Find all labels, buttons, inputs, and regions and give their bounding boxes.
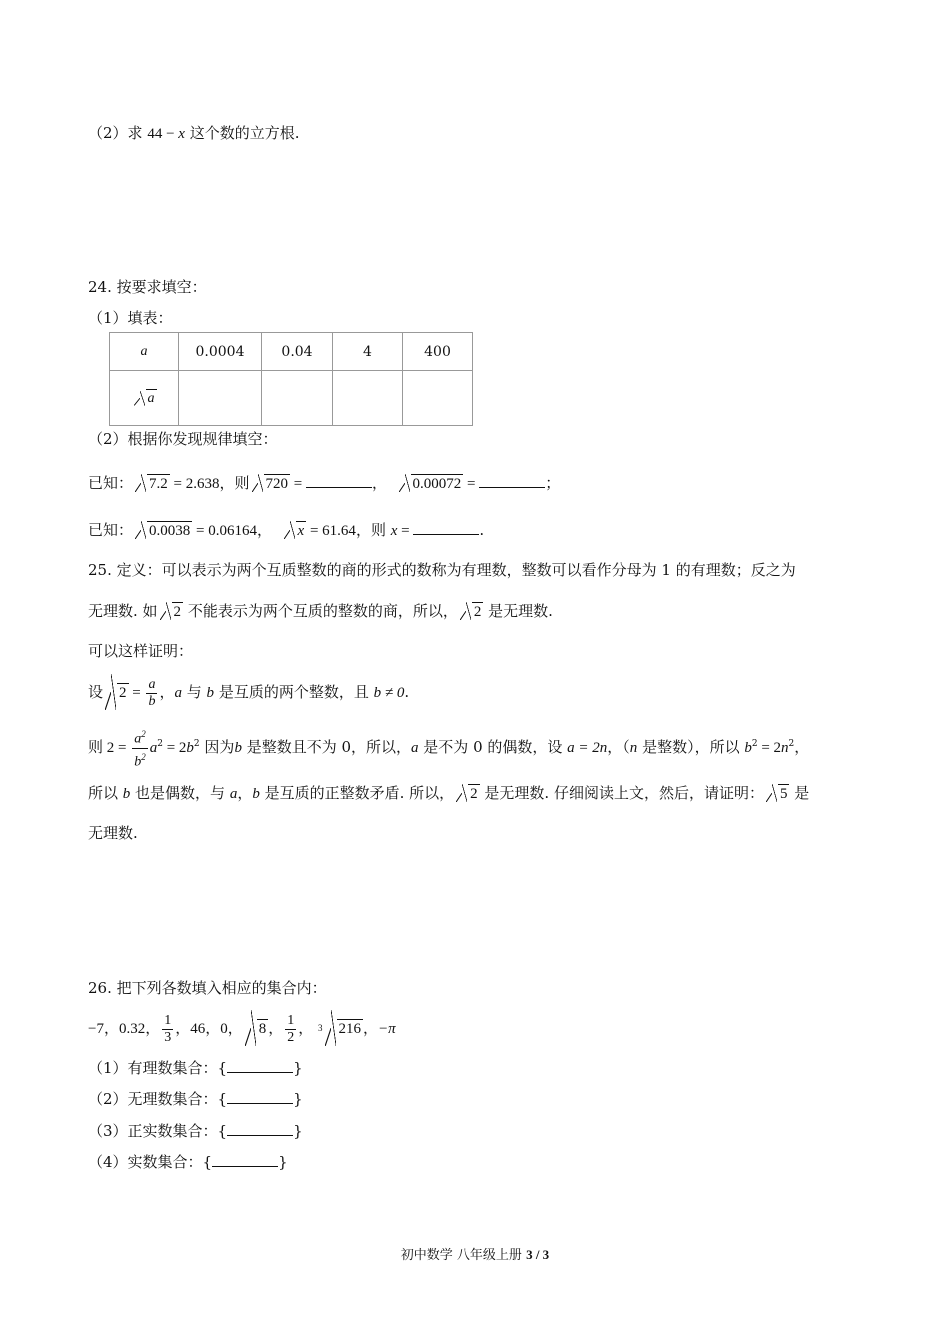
table-head-a: a bbox=[110, 333, 179, 371]
answer-blank[interactable] bbox=[306, 473, 372, 488]
answer-blank[interactable] bbox=[227, 1058, 293, 1073]
table-cell-empty[interactable] bbox=[262, 371, 333, 426]
sqrt-table bbox=[109, 332, 473, 426]
set-real: （4）实数集合：{ } bbox=[88, 1153, 288, 1171]
q26-title: 26. 把下列各数填入相应的集合内： bbox=[88, 979, 327, 997]
table-cell: 4 bbox=[333, 333, 403, 371]
table-cell: 0.0004 bbox=[179, 333, 262, 371]
q25-line3: 可以这样证明： bbox=[88, 642, 194, 660]
q25-line1: 25. 定义：可以表示为两个互质整数的商的形式的数称为有理数，整数可以看作分母为 1 的有理数；反之为 bbox=[88, 561, 796, 579]
answer-blank[interactable] bbox=[212, 1152, 278, 1167]
q24-part1: （1）填表： bbox=[88, 309, 173, 327]
answer-blank[interactable] bbox=[227, 1089, 293, 1104]
q24-title: 24. 按要求填空： bbox=[88, 278, 207, 296]
q23-part2: （2）求 44 − x 这个数的立方根. bbox=[88, 124, 300, 142]
q25-line4: 设 2 = $\frac{a}{b}$ ，a 与 b 是互质的两个整数，且 b ≠ 0. bbox=[88, 672, 409, 713]
set-rational: （1）有理数集合：{ } bbox=[88, 1059, 303, 1077]
table-cell-empty[interactable] bbox=[179, 371, 262, 426]
set-positive-real: （3）正实数集合：{ } bbox=[88, 1122, 303, 1140]
answer-blank[interactable] bbox=[479, 473, 545, 488]
page-footer: 初中数学 八年级上册 3 / 3 bbox=[400, 1247, 550, 1263]
q26-numbers: −7，0.32， $\frac{1}{3}$ ，46，0， 8 ， $\frac{1}{2}$ ， $^3$ 216 ，−π bbox=[88, 1008, 396, 1049]
table-cell-empty[interactable] bbox=[333, 371, 403, 426]
answer-blank[interactable] bbox=[227, 1121, 293, 1136]
table-cell-empty[interactable] bbox=[403, 371, 473, 426]
q25-line6: 所以 b 也是偶数，与 a，b 是互质的正整数矛盾. 所以， 2 是无理数. 仔细阅读上文，然后，请证明： 5 是 bbox=[88, 784, 810, 802]
answer-blank[interactable] bbox=[413, 520, 479, 535]
table-head-sqrt-a: a bbox=[110, 371, 179, 426]
q25-line5: 则 2 = $\frac{a^2}{b^2}$ $a^2 = 2b^2$ 因为b 是整数且不为 0，所以，a 是不为 0 的偶数，设 a = 2n，（n 是整数），所以 $b^2 = 2n^2$， bbox=[88, 722, 809, 770]
q24-line2: 已知： 0.0038 = 0.06164， x = 61.64，则 x = . bbox=[88, 521, 485, 539]
table-cell: 400 bbox=[403, 333, 473, 371]
q25-line2: 无理数. 如 2 不能表示为两个互质的整数的商，所以， 2 是无理数. bbox=[88, 602, 553, 620]
q25-line7: 无理数. bbox=[88, 824, 138, 842]
set-irrational: （2）无理数集合：{ } bbox=[88, 1090, 303, 1108]
page-number: 3 / 3 bbox=[526, 1247, 550, 1262]
q24-part2: （2）根据你发现规律填空： bbox=[88, 430, 278, 448]
table-cell: 0.04 bbox=[262, 333, 333, 371]
q24-line1: 已知： 7.2 = 2.638，则 720 = ， 0.00072 = ； bbox=[88, 474, 561, 492]
